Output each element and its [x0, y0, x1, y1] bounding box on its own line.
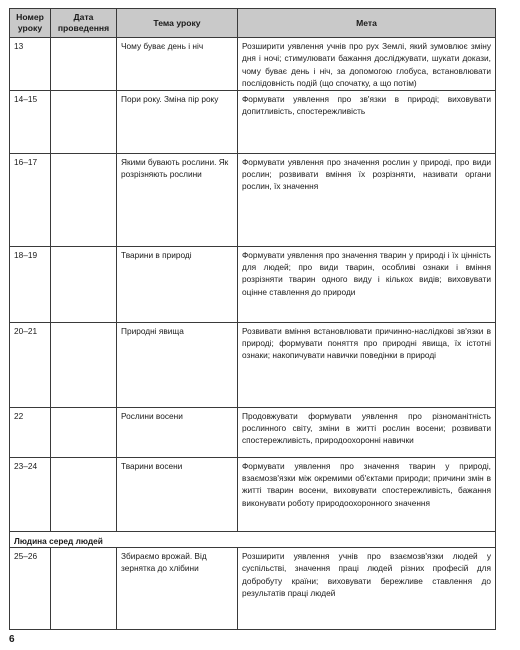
lesson-date — [51, 548, 117, 630]
lesson-topic: Тварини в природі — [117, 246, 238, 322]
table-row — [10, 407, 496, 457]
lesson-goal: Формувати уявлення про значення тварин у природі, взаємозв'язки між окремими об'єктами природи; причини змін в житті тварин восени, виховувати спостережливість, бажання виконувати роботу природоохоронного значення — [238, 457, 496, 531]
section-title: Людина серед людей — [10, 531, 496, 547]
table-row — [10, 457, 496, 531]
lesson-goal: Продовжувати формувати уявлення про різноманітність рослинного світу, зміни в житті рослин восени; розвивати спостережливість, природоохоронні навички — [238, 407, 496, 457]
lesson-date — [51, 246, 117, 322]
lesson-number: 14–15 — [10, 90, 51, 153]
lesson-topic: Рослини восени — [117, 407, 238, 457]
lesson-topic: Збираємо врожай. Від зернятка до хлібини — [117, 548, 238, 630]
lesson-date — [51, 407, 117, 457]
lesson-date — [51, 38, 117, 91]
table-row — [10, 246, 496, 322]
lesson-goal: Формувати уявлення про значення тварин у природі і їх цінність для людей; про види тварин, особливі ознаки і вміння розрізняти тварин одного виду і кількох видів; виховувати оцінне ставлення до природи — [238, 246, 496, 322]
lesson-goal: Формувати уявлення про значення рослин у природі, про види рослин; розвивати вміння їх розрізняти, називати органи рослин, їх значення — [238, 153, 496, 246]
section-row — [10, 531, 496, 547]
page-number: 6 — [9, 634, 15, 645]
lesson-goal: Формувати уявлення про зв'язки в природі; виховувати допитливість, спостережливість — [238, 90, 496, 153]
lesson-number: 13 — [10, 38, 51, 91]
lesson-number: 22 — [10, 407, 51, 457]
lesson-number: 16–17 — [10, 153, 51, 246]
table-row — [10, 153, 496, 246]
lesson-date — [51, 457, 117, 531]
lesson-goal: Розширити уявлення учнів про рух Землі, який зумовлює зміну дня і ночі; стимулювати бажання досліджувати, шукати докази, чому буває день і ніч, за допомогою глобуса, встановлювати послідовність подій (що спочатку, а що потім) — [238, 38, 496, 91]
table-row — [10, 548, 496, 630]
lesson-date — [51, 90, 117, 153]
lesson-topic: Якими бувають рослини. Як розрізняють рослини — [117, 153, 238, 246]
header-topic: Тема уроку — [117, 9, 238, 38]
lesson-number: 25–26 — [10, 548, 51, 630]
header-date: Дата проведення — [51, 9, 117, 38]
lesson-number: 23–24 — [10, 457, 51, 531]
lesson-date — [51, 322, 117, 407]
lesson-topic: Чому буває день і ніч — [117, 38, 238, 91]
header-goal: Мета — [238, 9, 496, 38]
table-row — [10, 90, 496, 153]
lesson-goal: Розширити уявлення учнів про взаємозв'язки людей у суспільстві, значення праці людей різних професій для добробуту країни; виховувати бережливе ставлення до результатів праці людей — [238, 548, 496, 630]
table-header-row — [10, 9, 496, 38]
table-row — [10, 38, 496, 91]
lesson-topic: Пори року. Зміна пір року — [117, 90, 238, 153]
lesson-topic: Природні явища — [117, 322, 238, 407]
table-row — [10, 322, 496, 407]
header-lesson-number: Номер уроку — [10, 9, 51, 38]
lesson-plan-table — [9, 8, 496, 630]
lesson-goal: Розвивати вміння встановлювати причинно-наслідкові зв'язки в природі; формувати поняття про природні явища, їх істотні ознаки; накопичувати навички поведінки в природі — [238, 322, 496, 407]
lesson-number: 18–19 — [10, 246, 51, 322]
lesson-date — [51, 153, 117, 246]
lesson-number: 20–21 — [10, 322, 51, 407]
lesson-topic: Тварини восени — [117, 457, 238, 531]
